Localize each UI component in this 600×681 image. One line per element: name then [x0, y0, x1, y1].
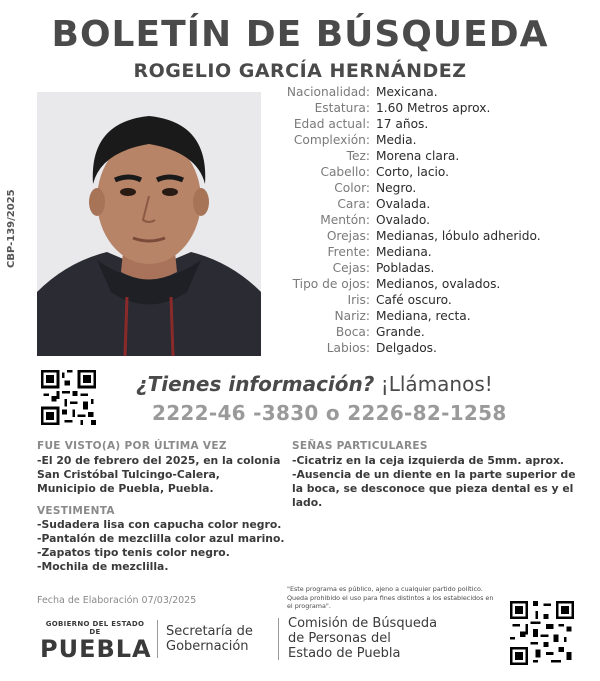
physical-details	[268, 84, 598, 356]
detail-row: Nacionalidad: Mexicana.	[286, 85, 438, 99]
elaboration-date: Fecha de Elaboración 07/03/2025	[37, 595, 197, 606]
last-seen-text: -El 20 de febrero del 2025, en la colonia San Cristóbal Tulcingo-Calera, Municipio de Puebla, Puebla.	[37, 454, 281, 495]
detail-row: Color: Negro.	[334, 181, 417, 195]
phone-numbers[interactable]: 2222-46 -3830 o 2226-82-1258	[152, 401, 507, 425]
last-seen-title: FUE VISTO(A) POR ÚLTIMA VEZ	[37, 440, 227, 452]
detail-row: Orejas: Medianas, lóbulo adherido.	[326, 229, 541, 243]
clothing-title: VESTIMENTA	[37, 505, 115, 517]
footer-divider	[157, 620, 158, 658]
info-call-to-action	[136, 372, 493, 396]
bulletin-title: BOLETÍN DE BÚSQUEDA	[51, 14, 549, 55]
detail-row: Labios: Delgados.	[326, 341, 437, 355]
secretaria-logo: Secretaría de Gobernación	[166, 624, 253, 654]
detail-row: Nariz: Mediana, recta.	[334, 309, 471, 323]
detail-row: Cabello: Corto, lacio.	[320, 165, 450, 179]
qr-code-icon[interactable]	[41, 370, 96, 425]
detail-row: Complexión: Media.	[293, 133, 417, 147]
call-text: ¡Llámanos!	[374, 372, 493, 396]
disclaimer: "Este programa es público, ajeno a cualquier partido político. Queda prohibido el uso para fines distintos a los establecidos en el programa".	[287, 585, 494, 610]
detail-row: Iris: Café oscuro.	[347, 293, 452, 307]
detail-row: Mentón: Ovalado.	[320, 213, 430, 227]
comision-logo: Comisión de Búsqueda de Personas del Estado de Puebla	[288, 616, 438, 661]
detail-row: Frente: Mediana.	[327, 245, 432, 259]
gobierno-puebla-logo: GOBIERNO DEL ESTADO DE PUEBLA	[40, 620, 152, 663]
person-name: ROGELIO GARCÍA HERNÁNDEZ	[133, 60, 467, 82]
detail-row: Estatura: 1.60 Metros aprox.	[314, 101, 491, 115]
clothing-text: -Sudadera lisa con capucha color negro. -Pantalón de mezclilla color azul marino. -Zapatos tipo tenis color negro. -Mochila de mezclilla.	[37, 518, 285, 573]
detail-row: Tez: Morena clara.	[346, 149, 460, 163]
footer-divider	[278, 618, 279, 660]
info-question: ¿Tienes información?	[136, 372, 375, 396]
marks-title: SEÑAS PARTICULARES	[292, 440, 428, 452]
detail-row: Boca: Grande.	[335, 325, 425, 339]
detail-row: Cara: Ovalada.	[337, 197, 431, 211]
detail-row: Edad actual: 17 años.	[293, 117, 429, 131]
detail-row: Cejas: Pobladas.	[332, 261, 435, 275]
marks-text: -Cicatriz en la ceja izquierda de 5mm. aprox. -Ausencia de un diente en la parte superior de la boca, se desconoce que pieza dental es y el lado.	[292, 454, 576, 509]
person-photo	[37, 92, 261, 356]
case-id: CBP-139/2025	[6, 189, 17, 268]
qr-code-icon[interactable]	[510, 601, 574, 665]
detail-row: Tipo de ojos: Medianos, ovalados.	[292, 277, 501, 291]
